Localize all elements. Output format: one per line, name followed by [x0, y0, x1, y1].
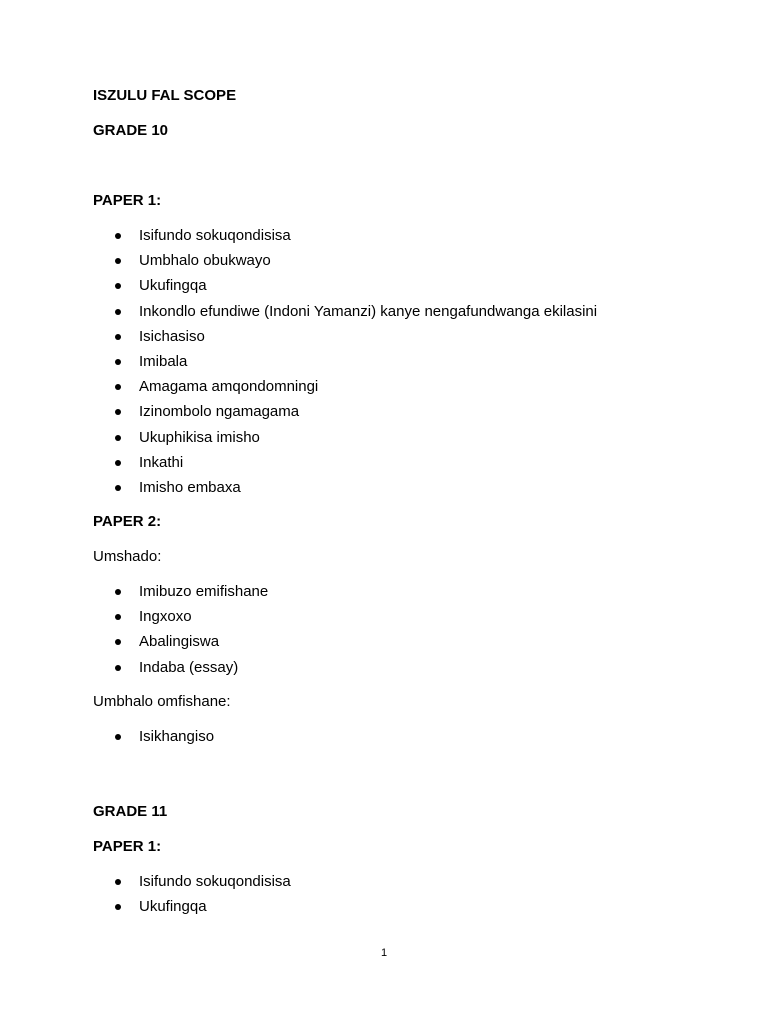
umbhalo-omfishane-list [93, 727, 693, 752]
list-item [93, 377, 693, 402]
list-item [93, 607, 693, 632]
list-item [93, 632, 693, 657]
bullet-icon [115, 734, 121, 740]
list-item-text: Isifundo sokuqondisisa [139, 873, 291, 890]
grade-11-paper-1-heading: PAPER 1: [93, 838, 162, 855]
bullet-icon [115, 614, 121, 620]
list-item [93, 402, 693, 427]
bullet-icon [115, 485, 121, 491]
bullet-icon [115, 665, 121, 671]
list-item-text: Ukufingqa [139, 898, 207, 916]
bullet-icon [115, 409, 121, 415]
list-item [93, 478, 693, 503]
list-item [93, 658, 693, 683]
grade-11-paper-1-list [93, 872, 693, 922]
list-item [93, 352, 693, 377]
list-item-text: Indaba (essay) [139, 658, 239, 676]
spacer [93, 822, 693, 837]
spacer [93, 106, 693, 121]
list-item [93, 897, 693, 922]
bullet-icon [115, 233, 121, 239]
list-item-text: Imibuzo emifishane [139, 583, 269, 601]
bullet-icon [115, 879, 121, 885]
list-item-text: Isifundo sokuqondisisa [139, 227, 291, 244]
bullet-icon [115, 639, 121, 645]
bullet-icon [115, 309, 121, 315]
document-title: ISZULU FAL SCOPE [93, 87, 237, 104]
list-item-text: Ingxoxo [139, 608, 192, 626]
grade-11-heading: GRADE 11 [93, 803, 168, 820]
umshado-label: Umshado: [93, 548, 162, 566]
bullet-icon [115, 435, 121, 441]
list-item [93, 226, 693, 251]
bullet-icon [115, 384, 121, 390]
grade-10-paper-1-list [93, 226, 693, 503]
list-item [93, 327, 693, 352]
bullet-icon [115, 359, 121, 365]
list-item-text: Isichasiso [139, 327, 205, 345]
list-item [93, 302, 693, 327]
bullet-icon [115, 460, 121, 466]
bullet-icon [115, 258, 121, 264]
list-item-text: Ukuphikisa imisho [139, 428, 260, 446]
spacer [93, 857, 693, 872]
list-item-text: Izinombolo ngamagama [139, 403, 300, 421]
grade-10-paper-1-heading: PAPER 1: [93, 192, 162, 209]
page-number: 1 [380, 947, 388, 959]
grade-10-heading: GRADE 10 [93, 122, 169, 139]
list-item-text: Imibala [139, 352, 188, 370]
bullet-icon [115, 589, 121, 595]
bullet-icon [115, 334, 121, 340]
spacer [93, 532, 693, 547]
spacer [93, 752, 693, 802]
list-item-text: Abalingiswa [139, 633, 220, 651]
bullet-icon [115, 283, 121, 289]
list-item [93, 582, 693, 607]
list-item-text: Isikhangiso [139, 727, 215, 745]
umbhalo-omfishane-label: Umbhalo omfishane: [93, 692, 231, 710]
list-item [93, 251, 693, 276]
list-item-text: Imisho embaxa [139, 478, 241, 496]
spacer [93, 503, 693, 512]
list-item [93, 276, 693, 301]
spacer [93, 141, 693, 191]
list-item-text: Umbhalo obukwayo [139, 252, 271, 270]
spacer [93, 567, 693, 582]
list-item [93, 872, 693, 897]
list-item-text: Inkathi [139, 453, 184, 471]
bullet-icon [115, 904, 121, 910]
list-item-text: Inkondlo efundiwe (Indoni Yamanzi) kanye nengafundwanga ekilasini [139, 302, 598, 320]
grade-10-paper-2-heading: PAPER 2: [93, 513, 162, 531]
list-item-text: Ukufingqa [139, 277, 207, 295]
list-item [93, 453, 693, 478]
umshado-list [93, 582, 693, 683]
list-item [93, 428, 693, 453]
document-body [93, 86, 693, 922]
spacer [93, 211, 693, 226]
spacer [93, 712, 693, 727]
list-item [93, 727, 693, 752]
list-item-text: Amagama amqondomningi [139, 378, 319, 396]
spacer [93, 683, 693, 692]
